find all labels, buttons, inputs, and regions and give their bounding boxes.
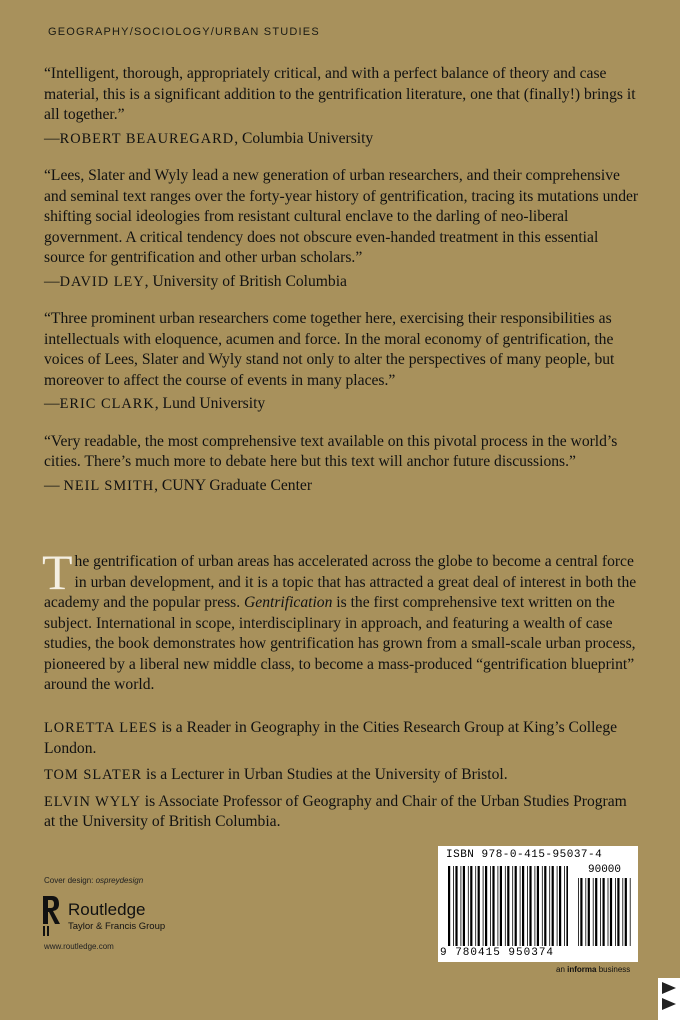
barcode-bar (522, 866, 524, 946)
barcode-bar (485, 866, 487, 946)
barcode-bar (544, 866, 546, 946)
endorser-affiliation: , Columbia University (234, 129, 374, 147)
endorsement-attribution (44, 272, 640, 293)
barcode-bar (483, 866, 484, 946)
cover-design-label: Cover design: (44, 876, 96, 885)
barcode-bar (610, 878, 612, 946)
barcode-bar (505, 866, 506, 946)
endorsement (44, 309, 640, 415)
barcode-bar (625, 878, 627, 946)
endorsement-text: “Very readable, the most comprehensive text available on this pivotal process in the world’s cities. There’s much more to debate here but this text will anchor future discussions.” (44, 432, 618, 470)
informa-prefix: an (556, 965, 568, 974)
endorsement (44, 166, 640, 292)
barcode-bar (468, 866, 469, 946)
barcode-bar (455, 866, 457, 946)
barcode-bar (593, 878, 594, 946)
description-text: is the first comprehensive text written on the subject. International in scope, interdisciplinary in approach, and featuring a wealth of case studies, the book demonstrates how gentrification has grown from a small-scale urban process, pioneered by a liberal new middle class, to become a mass-produced “gentrification blueprint” around the world. (44, 594, 636, 693)
endorser-name: ERIC CLARK (59, 396, 155, 412)
barcode-bar (512, 866, 513, 946)
author-name: ELVIN WYLY (44, 793, 141, 810)
endorsement-text: “Intelligent, thorough, appropriately critical, and with a perfect balance of theory and case material, this is a significant addition to the gentrification literature, one that (finally!) brings it all together.” (44, 65, 636, 123)
barcode-bar (608, 878, 609, 946)
barcode-bar (549, 866, 550, 946)
publisher-logo (40, 894, 210, 938)
ean-barcode-bars (448, 866, 568, 946)
attribution-dash: — (44, 395, 60, 412)
barcode-bar (622, 878, 623, 946)
addon-barcode-bars (578, 878, 632, 946)
author-name: TOM SLATER (44, 767, 143, 783)
endorsement-text: “Lees, Slater and Wyly lead a new generation of urban researchers, and their comprehensive and seminal text ranges over the forty-year history of gentrification, tracing its mutations under shifting social ideologies from resistant cultural enclave to the darling of neo-liberal government. A critical tendency does not obscure even-handed treatment in this essential source for gentrification and other urban scholars.” (44, 167, 639, 266)
ean-number: 9 780415 950374 (440, 947, 555, 959)
endorser-name: DAVID LEY (59, 273, 145, 290)
publisher-name: Routledge (68, 900, 146, 919)
barcode-bar (529, 866, 531, 946)
author-bio (44, 792, 640, 833)
barcode-bar (453, 866, 454, 946)
barcode-bar (537, 866, 539, 946)
barcode-bar (507, 866, 509, 946)
barcode-bar (615, 878, 616, 946)
endorser-name: NEIL SMITH (63, 477, 155, 494)
barcode-bar (527, 866, 528, 946)
cover-design-credit (44, 876, 143, 885)
barcode-bar (603, 878, 605, 946)
barcode-bar (557, 866, 558, 946)
routledge-icon (40, 894, 62, 938)
endorsement-attribution (44, 476, 640, 497)
barcode-bar (630, 878, 631, 946)
drop-cap: T (42, 544, 73, 600)
barcode-bar (542, 866, 543, 946)
barcode-bar (515, 866, 517, 946)
category-label: GEOGRAPHY/SOCIOLOGY/URBAN STUDIES (48, 26, 320, 38)
informa-brand: informa (567, 965, 597, 974)
barcode-bar (492, 866, 494, 946)
attribution-dash: — (44, 272, 60, 290)
barcode-bar (463, 866, 465, 946)
barcode-bar (566, 866, 568, 946)
author-bio-text: is Associate Professor of Geography and Chair of the Urban Studies Program at the University of British Columbia. (44, 792, 627, 830)
endorsement-text: “Three prominent urban researchers come together here, exercising their responsibilities as intellectuals with eloquence, acumen and force. In the moral economy of gentrification, the voices of Lees, Slater and Wyly stand not only to alter the perspectives of many people, but moreover to affect the course of events in many places.” (44, 310, 615, 389)
endorser-name: ROBERT BEAUREGARD (59, 130, 235, 147)
author-bio (44, 718, 640, 759)
barcode-bar (478, 866, 480, 946)
book-description (42, 544, 640, 696)
informa-credit (556, 965, 630, 974)
author-bio-text: is a Reader in Geography in the Cities Research Group at King’s College London. (44, 719, 618, 757)
barcode-bar (588, 878, 590, 946)
barcode-bar (552, 866, 554, 946)
attribution-dash: — (44, 476, 64, 494)
informa-suffix: business (596, 965, 631, 974)
attribution-dash: — (44, 129, 60, 147)
barcode-bar (580, 878, 582, 946)
routledge-corner-mark-icon (658, 978, 680, 1020)
author-name: LORETTA LEES (44, 720, 158, 736)
barcode-bar (578, 878, 579, 946)
endorsement-attribution (44, 129, 640, 150)
barcode-bar (448, 866, 450, 946)
isbn-barcode (438, 846, 638, 962)
author-bio-text: is a Lecturer in Urban Studies at the University of Bristol. (142, 766, 508, 783)
barcode-bar (490, 866, 491, 946)
endorsements (44, 64, 640, 513)
publisher-url: www.routledge.com (44, 942, 114, 951)
description-text: he gentrification of urban areas has accelerated across the globe to become a central force in urban development, and it is a topic that has attracted a great deal of interest in both the academy and the popular press. (44, 553, 637, 611)
barcode-bar (470, 866, 472, 946)
barcode-bar (600, 878, 601, 946)
barcode-bar (475, 866, 476, 946)
barcode-bar (498, 866, 499, 946)
barcode-bar (617, 878, 619, 946)
barcode-bar (559, 866, 561, 946)
publisher-group: Taylor & Francis Group (68, 921, 166, 932)
price-code: 90000 (588, 864, 622, 876)
barcode-bar (461, 866, 462, 946)
cover-designer: ospreydesign (95, 876, 144, 885)
endorsement-attribution (44, 394, 640, 415)
barcode-bar (535, 866, 536, 946)
endorser-affiliation: , Lund University (154, 395, 266, 412)
barcode-bar (520, 866, 521, 946)
book-title: Gentrification (244, 594, 333, 611)
barcode-bar (585, 878, 586, 946)
endorsement (44, 64, 640, 149)
barcode-bar (595, 878, 597, 946)
endorser-affiliation: , CUNY Graduate Center (154, 476, 313, 494)
isbn-number: ISBN 978-0-415-95037-4 (446, 849, 603, 861)
endorser-affiliation: , University of British Columbia (144, 272, 347, 290)
author-bios (44, 718, 640, 839)
barcode-bar (564, 866, 565, 946)
endorsement (44, 432, 640, 497)
author-bio (44, 765, 640, 786)
barcode-bar (500, 866, 502, 946)
